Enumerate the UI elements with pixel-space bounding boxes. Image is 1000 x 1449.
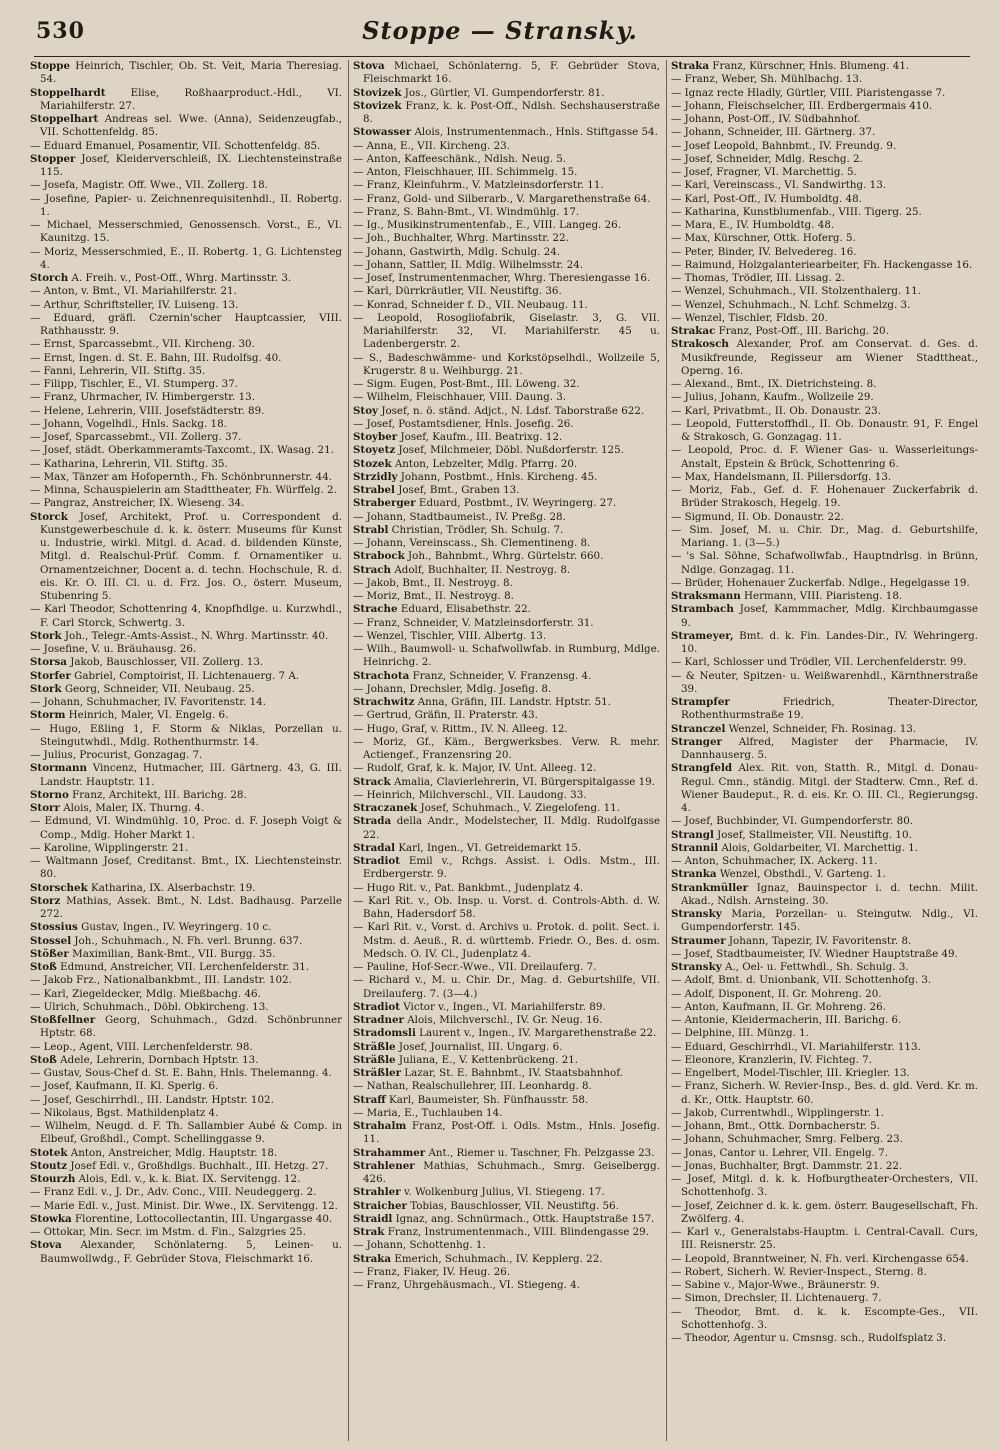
directory-entry: — Antonie, Kleidermacherin, III. Barichg. 6. bbox=[671, 1014, 902, 1026]
directory-entry: Storschek Katharina, IX. Alserbachstr. 19. bbox=[30, 881, 256, 894]
directory-entry: Strameyer, Bmt. d. k. Fin. Landes-Dir., IV. Wehringerg. 10. bbox=[671, 629, 978, 655]
directory-entry: — Jonas, Cantor u. Lehrer, VII. Engelg. 7. bbox=[671, 1146, 888, 1159]
directory-entry: — Josef, Sparcassebmt., VII. Zollerg. 37. bbox=[30, 431, 242, 443]
directory-entry: — Johann, Stadtbaumeist., IV. Preßg. 28. bbox=[353, 510, 566, 523]
directory-entry: — Adolf, Disponent, II. Gr. Mohreng. 20. bbox=[671, 987, 882, 1000]
directory-entry: — Josefine, V. u. Bräuhausg. 26. bbox=[30, 643, 197, 655]
directory-entry: Stova Michael, Schönlaterng. 5, F. Gebrüder Stova, Fleischmarkt 16. bbox=[353, 60, 660, 86]
directory-entry: — Max, Handelsmann, II. Pillersdorfg. 13. bbox=[671, 470, 892, 483]
directory-entry: — Sabine v., Major-Wwe., Bräunerstr. 9. bbox=[671, 1279, 880, 1291]
directory-entry: — Karl, Vereinscass., VI. Sandwirthg. 13. bbox=[671, 179, 887, 192]
directory-entry: — Konrad, Schneider f. D., VII. Neubaug. 11. bbox=[353, 298, 588, 311]
directory-entry: — Max, Kürschner, Ottk. Hoferg. 5. bbox=[671, 232, 856, 245]
directory-entry: — Pauline, Hof-Secr.-Wwe., VII. Dreilauferg. 7. bbox=[353, 961, 597, 973]
directory-entry: Stork Georg, Schneider, VII. Neubaug. 25. bbox=[30, 682, 255, 695]
running-head: Stoppe — Stransky. bbox=[362, 16, 638, 45]
directory-entry: Stormann Vincenz, Hutmacher, III. Gärtnerg. 43, G. III. Landstr. Hauptstr. 11. bbox=[30, 762, 342, 788]
directory-entry: Strakac Franz, Post-Off., III. Barichg. 20. bbox=[671, 325, 889, 337]
directory-entry: — Anna, E., VII. Kircheng. 23. bbox=[353, 139, 510, 152]
directory-entry: Stozek Anton, Lebzelter, Mdlg. Pfarrg. 20. bbox=[353, 457, 578, 470]
directory-entry: Stoppe Heinrich, Tischler, Ob. St. Veit, Maria Theresiag. 54. bbox=[30, 60, 342, 86]
directory-entry: Sträßler Lazar, St. E. Bahnbmt., IV. Staatsbahnhof. bbox=[353, 1067, 623, 1079]
directory-entry: — Ignaz recte Hladly, Gürtler, VIII. Piaristengasse 7. bbox=[671, 86, 946, 99]
directory-entry: Strach Adolf, Buchhalter, II. Nestroyg. 8. bbox=[353, 563, 571, 576]
directory-entry: — Karl v., Generalstabs-Hauptm. i. Central-Cavall. Curs, III. Reisnerstr. 25. bbox=[671, 1226, 978, 1252]
directory-entry: — Simon, Drechsler, II. Lichtenauerg. 7. bbox=[671, 1292, 882, 1305]
directory-entry: — Josef, Zeichner d. k. k. gem. österr. Baugesellschaft, Fh. Zwölferg. 4. bbox=[671, 1199, 978, 1225]
directory-entry: — Franz, S. Bahn-Bmt., VI. Windmühlg. 17. bbox=[353, 205, 580, 218]
directory-entry: Stoutz Josef Edl. v., Großhdlgs. Buchhalt., III. Hetzg. 27. bbox=[30, 1159, 329, 1172]
directory-entry: — Johann, Post-Off., IV. Südbahnhof. bbox=[671, 113, 861, 125]
directory-entry: Strannil Alois, Goldarbeiter, VI. Marchettig. 1. bbox=[671, 841, 919, 854]
directory-entry: Stoyber Josef, Kaufm., III. Beatrixg. 12. bbox=[353, 431, 563, 443]
directory-entry: — Karl, Dürrkräutler, VII. Neustiftg. 36. bbox=[353, 285, 562, 298]
directory-entry: — Gertrud, Gräfin, II. Praterstr. 43. bbox=[353, 709, 538, 722]
directory-entry: — Jakob, Currentwhdl., Wipplingerstr. 1. bbox=[671, 1106, 885, 1119]
directory-entry: — Ernst, Ingen. d. St. E. Bahn, III. Rudolfsg. 40. bbox=[30, 351, 282, 364]
directory-entry: — Julius, Procurist, Gonzagag. 7. bbox=[30, 749, 203, 761]
directory-entry: Stranger Alfred, Magister der Pharmacie, IV. Dannhauserg. 5. bbox=[671, 735, 978, 761]
directory-entry: Stopper Josef, Kleiderverschleiß, IX. Liechtensteinstraße 115. bbox=[30, 152, 342, 178]
directory-entry: — Alexand., Bmt., IX. Dietrichsteing. 8. bbox=[671, 378, 877, 390]
directory-entry: — Hugo, Eßling 1, F. Storm & Niklas, Porzellan u. Steingutwhdl., Mdlg. Rothenthurmstr. 14. bbox=[30, 722, 342, 748]
directory-entry: — Karl, Post-Off., IV. Humboldtg. 48. bbox=[671, 192, 862, 205]
directory-entry: — Nikolaus, Bgst. Mathildenplatz 4. bbox=[30, 1106, 219, 1119]
directory-entry: — Katharina, Kunstblumenfab., VIII. Tigerg. 25. bbox=[671, 205, 922, 218]
directory-entry: Strambach Josef, Kammmacher, Mdlg. Kirchbaumgasse 9. bbox=[671, 603, 978, 629]
directory-entry: Stradiot Emil v., Rchgs. Assist. i. Odls. Mstm., III. Erdbergerstr. 9. bbox=[353, 855, 660, 881]
directory-entry: Strak Franz, Instrumentenmach., VIII. Blindengasse 29. bbox=[353, 1226, 649, 1238]
directory-entry: — Josef, Stadtbaumeister, IV. Wiedner Hauptstraße 49. bbox=[671, 947, 958, 960]
directory-entry: — Josef, Fragner, VI. Marchettig. 5. bbox=[671, 166, 857, 178]
directory-entry: Stradner Alois, Milchverschl., IV. Gr. Neug. 16. bbox=[353, 1014, 603, 1026]
directory-entry: — Jakob, Bmt., II. Nestroyg. 8. bbox=[353, 576, 513, 589]
directory-entry: Stork Joh., Telegr.-Amts-Assist., N. Whrg. Martinsstr. 40. bbox=[30, 629, 329, 642]
directory-entry: — Franz, Weber, Sh. Mühlbachg. 13. bbox=[671, 73, 863, 86]
directory-entry: — Josefa, Magistr. Off. Wwe., VII. Zollerg. 18. bbox=[30, 179, 268, 192]
directory-entry: — Wenzel, Tischler, VIII. Albertg. 13. bbox=[353, 629, 547, 642]
directory-entry: — Max, Tänzer am Hofopernth., Fh. Schönbrunnerstr. 44. bbox=[30, 470, 333, 483]
directory-entry: — Hugo Rit. v., Pat. Bankbmt., Judenplatz 4. bbox=[353, 881, 584, 894]
directory-entry: — Ottokar, Min. Secr. im Mstm. d. Fin., Salzgries 25. bbox=[30, 1226, 306, 1238]
directory-entry: — Eleonore, Kranzlerin, IV. Fichteg. 7. bbox=[671, 1053, 872, 1066]
directory-entry: Stoß Adele, Lehrerin, Dornbach Hptstr. 13. bbox=[30, 1053, 259, 1066]
directory-entry: — Anton, v. Bmt., VI. Mariahilferstr. 21. bbox=[30, 285, 237, 298]
directory-entry: — Josef Leopold, Bahnbmt., IV. Freundg. 9. bbox=[671, 139, 897, 152]
directory-columns bbox=[30, 60, 978, 1441]
directory-entry: — Adolf, Bmt. d. Unionbank, VII. Schottenhofg. 3. bbox=[671, 974, 932, 987]
directory-entry: — Wilhelm, Neugd. d. F. Th. Sallambier Aubé & Comp. in Elbeuf, Großhdl., Compt. Schellinggasse 9. bbox=[30, 1120, 342, 1146]
directory-entry: — Karl, Ziegeldecker, Mdlg. Mießbachg. 46. bbox=[30, 987, 261, 1000]
directory-entry: — Josef, Mitgl. d. k. k. Hofburgtheater-Orchesters, VII. Schottenhofg. 3. bbox=[671, 1173, 978, 1199]
directory-entry: Stoß Edmund, Anstreicher, VII. Lerchenfelderstr. 31. bbox=[30, 961, 310, 973]
directory-entry: Stova Alexander, Schönlaterng. 5, Leinen- u. Baumwollwdg., F. Gebrüder Stova, Fleischmarkt 16. bbox=[30, 1239, 342, 1265]
directory-entry: — Minna, Schauspielerin am Stadttheater, Fh. Würffelg. 2. bbox=[30, 484, 337, 496]
directory-entry: Straicher Tobias, Bauschlosser, VII. Neustiftg. 56. bbox=[353, 1199, 619, 1212]
directory-entry: Stradomsli Laurent v., Ingen., IV. Margarethenstraße 22. bbox=[353, 1027, 657, 1040]
directory-entry: — Maria, E., Tuchlauben 14. bbox=[353, 1106, 503, 1119]
directory-entry: — Franz, Fiaker, IV. Heug. 26. bbox=[353, 1265, 511, 1278]
directory-entry: — Thomas, Trödler, III. Lissag. 2. bbox=[671, 272, 845, 284]
directory-entry: Storno Franz, Architekt, III. Barichg. 28. bbox=[30, 788, 247, 801]
directory-entry: — Karl Rit. v., Ob. Insp. u. Vorst. d. Controls-Abth. d. W. Bahn, Hadersdorf 58. bbox=[353, 894, 660, 920]
directory-entry: Straka Emerich, Schuhmach., IV. Kepplerg. 22. bbox=[353, 1252, 603, 1265]
directory-entry: — Jonas, Buchhalter, Brgt. Dammstr. 21. 22. bbox=[671, 1159, 903, 1172]
directory-entry: Storck Josef, Architekt, Prof. u. Correspondent d. Kunstgewerbeschule d. k. k. österr. Museums für Kunst u. Industrie, wirkl. Mitgl. d. Acad. d. bildenden Künste, Mitgl. d. Realschul-Prüf. Comm. f. Ornamentiker u. Ornamentzeichner, Docent a. d. techn. Hochschule, R. d. eis. Kr. O. III. Cl. u. d. Frz. Jos. O., österr. Museum, Stubenring 5. bbox=[30, 510, 342, 602]
directory-entry: — Josef, städt. Oberkammeramts-Taxcomt., IX. Wasag. 21. bbox=[30, 444, 334, 457]
directory-entry: — Eduard, gräfl. Czernin'scher Hauptcassier, VIII. Rathhausstr. 9. bbox=[30, 311, 342, 337]
directory-entry: — Franz Edl. v., J. Dr., Adv. Conc., VIII. Neudeggerg. 2. bbox=[30, 1186, 317, 1199]
directory-entry: — Raimund, Holzgalanteriearbeiter, Fh. Hackengasse 16. bbox=[671, 258, 973, 271]
directory-entry: — Josef, Buchbinder, VI. Gumpendorferstr. 80. bbox=[671, 815, 914, 828]
directory-entry: — Wilhelm, Fleischhauer, VIII. Daung. 3. bbox=[353, 391, 567, 404]
directory-entry: — Pangraz, Anstreicher, IX. Wieseng. 34. bbox=[30, 497, 245, 510]
directory-entry: — Anton, Kaffeeschänk., Ndlsh. Neug. 5. bbox=[353, 152, 567, 165]
directory-entry: — Filipp, Tischler, E., VI. Stumperg. 37. bbox=[30, 378, 238, 390]
directory-entry: — Sigmund, II. Ob. Donaustr. 22. bbox=[671, 510, 844, 523]
directory-entry: Strahlener Mathias, Schuhmach., Smrg. Geiselbergg. 426. bbox=[353, 1159, 660, 1185]
directory-entry: Storfer Gabriel, Comptoirist, II. Lichtenauerg. 7 A. bbox=[30, 669, 300, 682]
directory-entry: — Karoline, Wipplingerstr. 21. bbox=[30, 841, 189, 854]
directory-entry: Strabl Christian, Trödler, Sh. Schulg. 7. bbox=[353, 523, 564, 536]
directory-entry: Straumer Johann, Tapezir, IV. Favoritenstr. 8. bbox=[671, 934, 912, 947]
directory-entry: — Ulrich, Schuhmach., Döbl. Obkircheng. 13. bbox=[30, 1000, 269, 1013]
directory-entry: — Leopold, Proc. d. F. Wiener Gas- u. Wasserleitungs-Anstalt, Epstein & Brück, Schottenring 6. bbox=[671, 444, 978, 470]
directory-entry: — Gustav, Sous-Chef d. St. E. Bahn, Hnls. Thelemanng. 4. bbox=[30, 1067, 332, 1079]
directory-entry: — Edmund, VI. Windmühlg. 10, Proc. d. F. Joseph Voigt & Comp., Mdlg. Hoher Markt 1. bbox=[30, 815, 342, 841]
header-rule bbox=[34, 56, 970, 57]
directory-entry: — Karl, Schlosser und Trödler, VII. Lerchenfelderstr. 99. bbox=[671, 656, 967, 669]
directory-entry: — Johann, Fleischselcher, III. Erdbergermais 410. bbox=[671, 99, 933, 112]
directory-entry: — Katharina, Lehrerin, VII. Stiftg. 35. bbox=[30, 457, 228, 470]
directory-entry: — Josef, Kaufmann, II. Kl. Sperlg. 6. bbox=[30, 1080, 219, 1093]
directory-entry: — Ernst, Sparcassebmt., VII. Kircheng. 30. bbox=[30, 338, 255, 351]
directory-entry: — Anton, Fleischhauer, III. Schimmelg. 15. bbox=[353, 166, 578, 178]
directory-entry: — Peter, Binder, IV. Belvedereg. 16. bbox=[671, 245, 857, 258]
directory-entry: Strangl Josef, Stallmeister, VII. Neustiftg. 10. bbox=[671, 828, 912, 841]
directory-entry: — Marie Edl. v., Just. Minist. Dir. Wwe., IX. Servitengg. 12. bbox=[30, 1199, 338, 1212]
directory-entry: — Leop., Agent, VIII. Lerchenfelderstr. 98. bbox=[30, 1040, 253, 1053]
directory-entry: — Josefine, Papier- u. Zeichnenrequisitenhdl., II. Robertg. 1. bbox=[30, 192, 342, 218]
directory-entry: — Theodor, Bmt. d. k. k. Escompte-Ges., VII. Schottenhofg. 3. bbox=[671, 1305, 978, 1331]
directory-entry: — Leopold, Branntweiner, N. Fh. verl. Kirchengasse 654. bbox=[671, 1252, 969, 1265]
directory-entry: Stranka Wenzel, Obsthdl., V. Garteng. 1. bbox=[671, 868, 886, 881]
directory-entry: Stradiot Victor v., Ingen., VI. Mariahilferstr. 89. bbox=[353, 1000, 606, 1013]
directory-entry: — Sigm. Eugen, Post-Bmt., III. Löweng. 32. bbox=[353, 378, 580, 390]
column-2 bbox=[348, 60, 660, 1441]
directory-entry: Straberger Eduard, Postbmt., IV. Weyringerg. 27. bbox=[353, 497, 617, 510]
directory-entry: Stoßfellner Georg, Schuhmach., Gdzd. Schönbrunner Hptstr. 68. bbox=[30, 1014, 342, 1040]
directory-entry: — Karl Theodor, Schottenring 4, Knopfhdlge. u. Kurzwhdl., F. Carl Storck, Schwertg. 3. bbox=[30, 603, 342, 629]
directory-entry: Stößer Maximilian, Bank-Bmt., VII. Burgg. 35. bbox=[30, 947, 276, 960]
directory-entry: — Hugo, Graf, v. Rittm., IV. N. Alleeg. 12. bbox=[353, 722, 568, 735]
directory-entry: — Moriz, Bmt., II. Nestroyg. 8. bbox=[353, 590, 514, 602]
column-1 bbox=[30, 60, 342, 1441]
directory-entry: — Nathan, Realschullehrer, III. Leonhardg. 8. bbox=[353, 1080, 592, 1093]
directory-entry: — Johann, Schottenhg. 1. bbox=[353, 1239, 486, 1252]
page-number: 530 bbox=[36, 18, 85, 44]
directory-entry: — Eduard, Geschirrhdl., VI. Mariahilferstr. 113. bbox=[671, 1040, 921, 1053]
directory-entry: — Johann, Vogelhdl., Hnls. Sackg. 18. bbox=[30, 417, 227, 430]
directory-entry: Storch A. Freih. v., Post-Off., Whrg. Martinsstr. 3. bbox=[30, 272, 292, 284]
directory-entry: — Johann, Schuhmacher, IV. Favoritenstr. 14. bbox=[30, 696, 266, 708]
directory-entry: Storz Mathias, Assek. Bmt., N. Ldst. Badhausg. Parzelle 272. bbox=[30, 894, 342, 920]
directory-entry: — Anton, Schuhmacher, IX. Ackerg. 11. bbox=[671, 855, 878, 867]
directory-entry: Strahammer Ant., Riemer u. Taschner, Fh. Pelzgasse 23. bbox=[353, 1146, 655, 1159]
directory-entry: Sträßle Josef, Journalist, III. Ungarg. 6. bbox=[353, 1040, 563, 1053]
directory-entry: — Josef, Postamtsdiener, Hnls. Josefig. 26. bbox=[353, 417, 574, 430]
column-3 bbox=[666, 60, 978, 1441]
directory-entry: — Johann, Drechsler, Mdlg. Josefig. 8. bbox=[353, 682, 552, 695]
directory-entry: Stowasser Alois, Instrumentenmach., Hnls. Stiftgasse 54. bbox=[353, 126, 658, 139]
directory-entry: Strache Eduard, Elisabethstr. 22. bbox=[353, 603, 531, 616]
directory-entry: — Helene, Lehrerin, VIII. Josefstädterstr. 89. bbox=[30, 404, 265, 417]
directory-entry: Straksmann Hermann, VIII. Piaristeng. 18. bbox=[671, 590, 903, 602]
directory-entry: Stradal Karl, Ingen., VI. Getreidemarkt 15. bbox=[353, 841, 582, 854]
directory-entry: — Franz, Sicherh. W. Revier-Insp., Bes. d. gld. Verd. Kr. m. d. Kr., Ottk. Hauptstr. 60. bbox=[671, 1080, 978, 1106]
directory-entry: Stourzh Alois, Edl. v., k. k. Biat. IX. Servitengg. 12. bbox=[30, 1173, 301, 1185]
directory-entry: Strack Amalia, Clavierlehrerin, VI. Bürgerspitalgasse 19. bbox=[353, 775, 656, 788]
directory-entry: — Arthur, Schriftsteller, IV. Luiseng. 13. bbox=[30, 298, 239, 311]
directory-entry: — Robert, Sicherh. W. Revier-Inspect., Sterng. 8. bbox=[671, 1265, 927, 1278]
directory-entry: Stoppelhart Andreas sel. Wwe. (Anna), Seidenzeugfab., VII. Schottenfeldg. 85. bbox=[30, 113, 342, 139]
directory-entry: — Karl, Privatbmt., II. Ob. Donaustr. 23. bbox=[671, 404, 881, 417]
directory-entry: Strahler v. Wolkenburg Julius, VI. Stiegeng. 17. bbox=[353, 1186, 605, 1199]
directory-entry: — Moriz, Fab., Gef. d. F. Hohenauer Zuckerfabrik d. Brüder Strakosch, Hegelg. 19. bbox=[671, 484, 978, 510]
directory-entry: Stoppelhardt Elise, Roßhaarproduct.-Hdl., VI. Mariahilferstr. 27. bbox=[30, 86, 342, 112]
directory-entry: Strabel Josef, Bmt., Graben 13. bbox=[353, 484, 520, 496]
directory-entry: — Johann, Gastwirth, Mdlg. Schulg. 24. bbox=[353, 245, 561, 258]
directory-entry: Sträßle Juliana, E., V. Kettenbrückeng. 21. bbox=[353, 1053, 579, 1066]
directory-entry: — 's Sal. Söhne, Schafwollwfab., Hauptndrlsg. in Brünn, Ndlge. Gonzagag. 11. bbox=[671, 550, 978, 576]
directory-entry: — Heinrich, Milchverschl., VII. Laudong. 33. bbox=[353, 788, 587, 801]
directory-entry: — Moriz, Gf., Käm., Bergwerksbes. Verw. R. mehr. Actiengef., Franzensring 20. bbox=[353, 735, 660, 761]
directory-entry: — Franz, Schneider, V. Matzleinsdorferstr. 31. bbox=[353, 616, 594, 629]
directory-entry: Storr Alois, Maler, IX. Thurng. 4. bbox=[30, 802, 205, 814]
directory-entry: Stranczel Wenzel, Schneider, Fh. Rosinag. 13. bbox=[671, 722, 917, 735]
directory-entry: Strankmüller Ignaz, Bauinspector i. d. techn. Milit. Akad., Ndlsh. Arnsteing. 30. bbox=[671, 881, 978, 907]
directory-entry: — Karl Rit. v., Vorst. d. Archivs u. Protok. d. polit. Sect. i. Mstm. d. Aeuß., R. d. württemb. Friedr. O., Bes. d. osm. Medsch. O. IV. Cl., Judenplatz 4. bbox=[353, 921, 660, 960]
directory-entry: — Theodor, Agentur u. Cmsnsg. sch., Rudolfsplatz 3. bbox=[671, 1332, 947, 1344]
directory-entry: Storsa Jakob, Bauschlosser, VII. Zollerg. 13. bbox=[30, 656, 264, 669]
directory-entry: Stoy Josef, n. ö. ständ. Adjct., N. Ldsf. Taborstraße 622. bbox=[353, 404, 645, 417]
directory-entry: — Leopold, Rosogliofabrik, Giselastr. 3, G. VII. Mariahilferstr. 32, VI. Mariahilferstr. 45 u. Ladenbergerstr. 2. bbox=[353, 311, 660, 351]
directory-entry: — Josef, Geschirrhdl., III. Landstr. Hptstr. 102. bbox=[30, 1093, 274, 1106]
directory-entry: — Johann, Bmt., Ottk. Dornbacherstr. 5. bbox=[671, 1120, 881, 1132]
directory-entry: — Engelbert, Model-Tischler, III. Kriegler. 13. bbox=[671, 1067, 910, 1079]
directory-entry: Stowka Florentine, Lottocollectantin, III. Ungargasse 40. bbox=[30, 1212, 333, 1225]
directory-entry: — & Neuter, Spitzen- u. Weißwarenhdl., Kärnthnerstraße 39. bbox=[671, 669, 978, 695]
directory-entry: — Leopold, Futterstoffhdl., II. Ob. Donaustr. 91, F. Engel & Strakosch, G. Gonzagag. 11. bbox=[671, 417, 978, 443]
directory-entry: Strada della Andr., Modelstecher, II. Mdlg. Rudolfgasse 22. bbox=[353, 815, 660, 841]
directory-entry: Straff Karl, Baumeister, Sh. Fünfhausstr. 58. bbox=[353, 1093, 589, 1106]
directory-entry: Strzidly Johann, Postbmt., Hnls. Kircheng. 45. bbox=[353, 470, 598, 483]
directory-entry: Stovizek Jos., Gürtler, VI. Gumpendorferstr. 81. bbox=[353, 86, 605, 99]
directory-entry: — Johann, Schuhmacher, Smrg. Felberg. 23. bbox=[671, 1133, 903, 1146]
directory-entry: Strachota Franz, Schneider, V. Franzensg. 4. bbox=[353, 669, 592, 682]
directory-entry: Stossius Gustav, Ingen., IV. Weyringerg. 10 c. bbox=[30, 921, 272, 934]
directory-entry: — Joh., Buchhalter, Whrg. Martinsstr. 22. bbox=[353, 232, 569, 245]
directory-entry: Stotek Anton, Anstreicher, Mdlg. Hauptstr. 18. bbox=[30, 1146, 278, 1159]
directory-entry: Stovizek Franz, k. k. Post-Off., Ndlsh. Sechshauserstraße 8. bbox=[353, 99, 660, 125]
directory-entry: Stoyetz Josef, Milchmeier, Döbl. Nußdorferstr. 125. bbox=[353, 444, 624, 457]
directory-entry: Stransky Maria, Porzellan- u. Steingutw. Ndlg., VI. Gumpendorferstr. 145. bbox=[671, 908, 978, 934]
directory-entry: — Jakob Frz., Nationalbankbmt., III. Landstr. 102. bbox=[30, 974, 292, 987]
directory-entry: — Waltmann Josef, Creditanst. Bmt., IX. Liechtensteinstr. 80. bbox=[30, 855, 342, 881]
directory-entry: — Brüder, Hohenauer Zuckerfab. Ndlge., Hegelgasse 19. bbox=[671, 576, 970, 589]
directory-entry: — Franz, Uhrmacher, IV. Himbergerstr. 13. bbox=[30, 391, 255, 404]
directory-entry: — Franz, Kleinfuhrm., V. Matzleinsdorferstr. 11. bbox=[353, 179, 604, 192]
directory-entry: — Johann, Vereinscass., Sh. Clementineng. 8. bbox=[353, 537, 591, 549]
directory-entry: — Eduard Emanuel, Posamentir, VII. Schottenfeldg. 85. bbox=[30, 139, 321, 152]
directory-entry: — Anton, Kaufmann, II. Gr. Mohreng. 26. bbox=[671, 1000, 886, 1013]
directory-entry: — Wilh., Baumwoll- u. Schafwollwfab. in Rumburg, Mdlge. Heinrichg. 2. bbox=[353, 643, 660, 669]
directory-entry: — Josef, Schneider, Mdlg. Reschg. 2. bbox=[671, 152, 863, 165]
directory-entry: — Wenzel, Schuhmach., VII. Stolzenthalerg. 11. bbox=[671, 285, 921, 298]
directory-entry: — Franz, Gold- und Silberarb., V. Margarethenstraße 64. bbox=[353, 192, 651, 205]
directory-entry: — Johann, Schneider, III. Gärtnerg. 37. bbox=[671, 126, 876, 139]
directory-entry: — Wenzel, Tischler, Fldsb. 20. bbox=[671, 311, 828, 324]
directory-entry: — Richard v., M. u. Chir. Dr., Mag. d. Geburtshilfe, VII. Dreilauferg. 7. (3—4.) bbox=[353, 974, 660, 1000]
directory-entry: Strahalm Franz, Post-Off. i. Odls. Mstm., Hnls. Josefig. 11. bbox=[353, 1120, 660, 1146]
directory-entry: — Mara, E., IV. Humboldtg. 48. bbox=[671, 219, 835, 231]
directory-entry: Strampfer Friedrich, Theater-Director, Rothenthurmstraße 19. bbox=[671, 696, 978, 722]
directory-entry: — Michael, Messerschmied, Genossensch. Vorst., E., VI. Kaunitzg. 15. bbox=[30, 219, 342, 245]
directory-entry: Straczanek Josef, Schuhmach., V. Ziegelofeng. 11. bbox=[353, 802, 621, 814]
directory-entry: — Delphine, III. Münzg. 1. bbox=[671, 1027, 809, 1040]
directory-entry: Straka Franz, Kürschner, Hnls. Blumeng. 41. bbox=[671, 60, 910, 72]
directory-entry: Strakosch Alexander, Prof. am Conservat. d. Ges. d. Musikfreunde, Regisseur am Wiener Stadttheat., Operng. 16. bbox=[671, 338, 978, 377]
directory-entry: — S., Badeschwämme- und Korkstöpselhdl., Wollzeile 5, Krugerstr. 8 u. Weihburgg. 21. bbox=[353, 351, 660, 377]
directory-entry: Strabock Joh., Bahnbmt., Whrg. Gürtelstr. 660. bbox=[353, 550, 604, 563]
directory-entry: — Rudolf, Graf, k. k. Major, IV. Unt. Alleeg. 12. bbox=[353, 762, 597, 775]
directory-entry: — Sim. Josef, M. u. Chir. Dr., Mag. d. Geburtshilfe, Mariang. 1. (3—5.) bbox=[671, 523, 978, 549]
directory-entry: — Josef, Instrumentenmacher, Whrg. Theresiengasse 16. bbox=[353, 272, 651, 284]
directory-entry: — Fanni, Lehrerin, VII. Stiftg. 35. bbox=[30, 364, 206, 377]
directory-entry: — Julius, Johann, Kaufm., Wollzeile 29. bbox=[671, 391, 874, 404]
directory-entry: Stossel Joh., Schuhmach., N. Fh. verl. Brunng. 637. bbox=[30, 934, 303, 947]
directory-entry: Strangfeld Alex. Rit. von, Statth. R., Mitgl. d. Donau-Regul. Cmn., ständig. Mitgl. der Stadterw. Cmn., Ref. d. Wiener Baudeput., R. d. eis. Kr. O. III. Cl., Regierungsg. 4. bbox=[671, 762, 978, 814]
directory-entry: — Ig., Musikinstrumentenfab., E., VIII. Langeg. 26. bbox=[353, 219, 621, 231]
directory-entry: — Moriz, Messerschmied, E., II. Robertg. 1, G. Lichtensteg 4. bbox=[30, 245, 342, 271]
directory-entry: Straidl Ignaz, ang. Schnürmach., Ottk. Hauptstraße 157. bbox=[353, 1212, 655, 1225]
directory-entry: — Wenzel, Schuhmach., N. Lchf. Schmelzg. 3. bbox=[671, 298, 911, 311]
directory-entry: — Johann, Sattler, II. Mdlg. Wilhelmsstr. 24. bbox=[353, 258, 584, 271]
directory-entry: — Franz, Uhrgehäusmach., VI. Stiegeng. 4. bbox=[353, 1279, 581, 1291]
directory-entry: Strachwitz Anna, Gräfin, III. Landstr. Hptstr. 51. bbox=[353, 696, 611, 708]
directory-entry: Stransky A., Oel- u. Fettwhdl., Sh. Schulg. 3. bbox=[671, 961, 909, 973]
directory-entry: Storm Heinrich, Maler, VI. Engelg. 6. bbox=[30, 709, 229, 722]
